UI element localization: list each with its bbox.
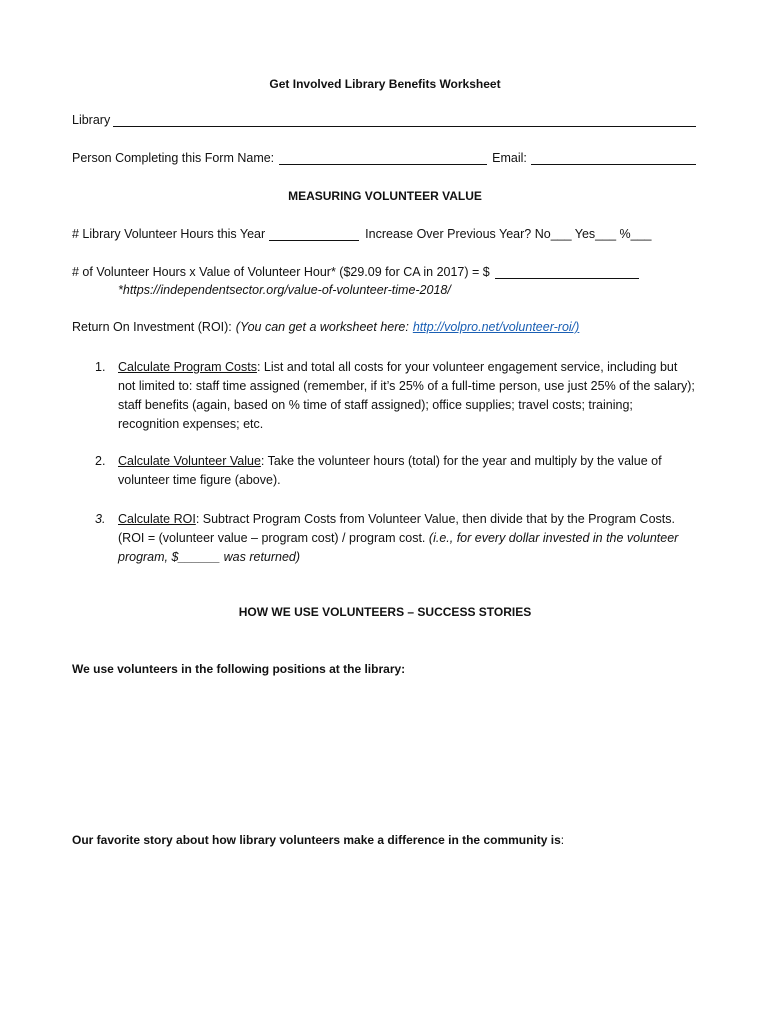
roi-link[interactable]: http://volpro.net/volunteer-roi/) [412, 320, 580, 334]
person-label: Person Completing this Form Name: [72, 151, 275, 165]
hours-row [72, 226, 696, 241]
list-number: 3. [95, 512, 106, 526]
list-item-title: Calculate Program Costs [118, 360, 257, 374]
list-item-title: Calculate Volunteer Value [118, 454, 261, 468]
story-row [72, 833, 696, 847]
positions-label: We use volunteers in the following positions at the library: [72, 662, 406, 676]
list-number: 2. [95, 454, 106, 468]
page-title: Get Involved Library Benefits Worksheet [269, 77, 501, 91]
list-item-text: : List and total all costs for your volunteer engagement service, including but not limited to: staff time assigned (remember, if it’s 25% of a full-time person, use just 25% of the salary); staff benefits (again, based on % time of staff assigned); office supplies; travel costs; training; recognition expenses; etc. [118, 360, 695, 431]
list-item-italic-text: (i.e., for every dollar invested in the volunteer program, $______ was returned) [118, 531, 679, 564]
value-line-label: # of Volunteer Hours x Value of Volunteer Hour* ($29.09 for CA in 2017) = $ [72, 265, 490, 279]
list-item [95, 358, 695, 434]
list-item-title: Calculate ROI [118, 512, 196, 526]
hours-label: # Library Volunteer Hours this Year [72, 227, 266, 241]
hours-field[interactable] [269, 226, 359, 241]
list-item-text: : Take the volunteer hours (total) for the year and multiply by the value of volunteer time figure (above). [118, 454, 662, 487]
roi-row [72, 320, 696, 334]
list-number: 1. [95, 360, 106, 374]
person-row [72, 150, 696, 165]
library-row [72, 112, 696, 127]
list-item [95, 510, 695, 567]
roi-label: Return On Investment (ROI): [72, 320, 232, 334]
value-field[interactable] [495, 264, 639, 279]
library-field[interactable] [113, 112, 696, 127]
section-heading-volunteer-value: MEASURING VOLUNTEER VALUE [288, 189, 482, 203]
story-colon: : [560, 833, 565, 847]
section-heading-success-stories: HOW WE USE VOLUNTEERS – SUCCESS STORIES [238, 605, 532, 619]
increase-label: Increase Over Previous Year? No___ Yes___ %___ [365, 227, 652, 241]
email-label: Email: [492, 151, 527, 165]
email-field[interactable] [531, 150, 696, 165]
library-label: Library [72, 113, 111, 127]
list-item-text: : Subtract Program Costs from Volunteer Value, then divide that by the Program Costs. (ROI = (volunteer value – program cost) / program cost. [118, 512, 675, 545]
value-row [72, 264, 696, 279]
roi-note: (You can get a worksheet here: [235, 320, 409, 334]
story-label: Our favorite story about how library volunteers make a difference in the community is [72, 833, 561, 847]
person-name-field[interactable] [279, 150, 487, 165]
footnote: *https://independentsector.org/value-of-volunteer-time-2018/ [118, 283, 451, 297]
list-item [95, 452, 695, 490]
